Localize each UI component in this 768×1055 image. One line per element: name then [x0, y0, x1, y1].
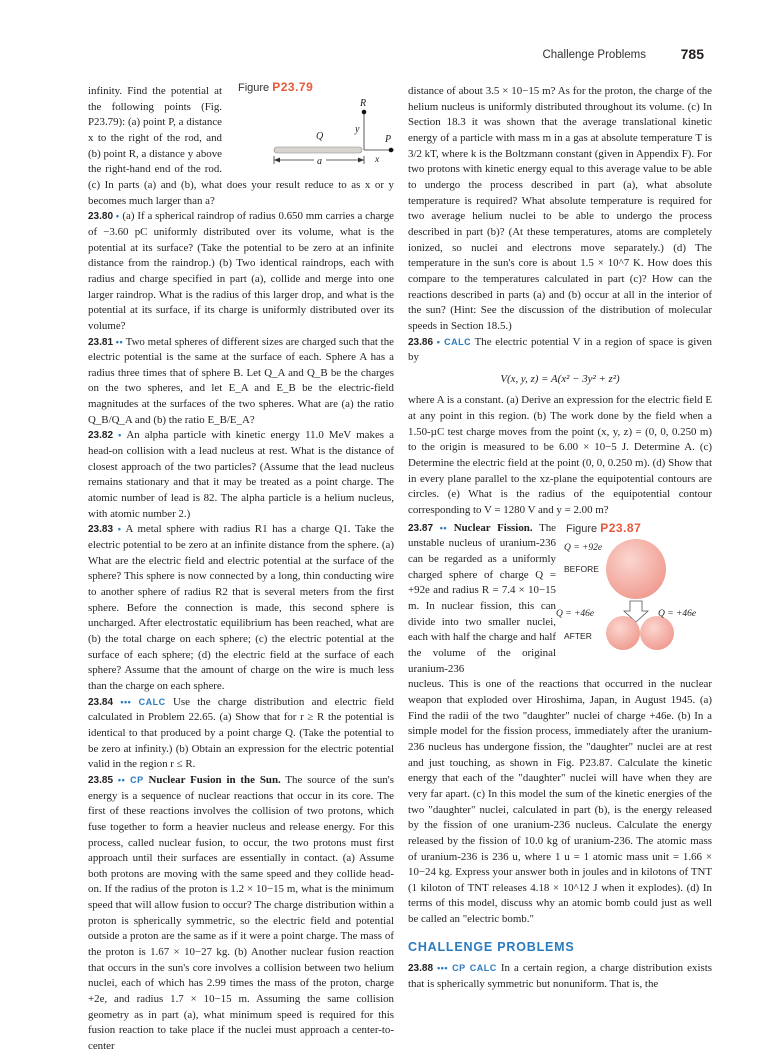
problem-23-84: 23.84 ••• CALC Use the charge distribution and electric field calculated in Problem 22.65. (a) Show that for r ≥ R the potential is identical to that produced by a point charge Q. (Take the potential to be zero at infinity.) (b) Obtain an expression for the electric potential valid in the region r ≤ R. — [88, 695, 395, 771]
figure-label: Figure — [238, 82, 270, 94]
problem-23-87-body: nucleus. This is one of the reactions that occurred in the nuclear weapon that exploded over Hiroshima, Japan, in August 1945. (a) Find the radii of the two "daughter" nuclei of charge +46e. (b) In a simple model for the fission process, immediately after the uranium-236 nucleus has undergone fission, the "daughter" nuclei are at rest and just touching, as shown in Fig. P23.87. Calculate the kinetic energy that each of the "daughter" nuclei will have when they are very far apart. (c) In this model the sum of the kinetic energies of the two "daughter" nuclei, calculated in part (b), is the energy released by the fission of one uranium-236 nucleus. Calculate the energy released by the fission of 10.0 kg of uranium-236. The atomic mass of uranium-236 is 236 u, where 1 u = 1 atomic mass unit = 1.66 × 10−24 kg. Express your answer both in joules and in kilotons of TNT (1 kiloton of TNT releases 4.18 × 10^12 J when it explodes). (d) In terms of this model, discuss why an atomic bomb could just as well be called an "electric bomb." — [408, 678, 712, 926]
point-r — [362, 110, 367, 115]
page-header — [0, 44, 704, 64]
label-q: Q — [316, 131, 324, 142]
problem-23-87: 23.87 •• Nuclear Fission. The unstable nucleus of uranium-236 can be regarded as a uniformly charged sphere of charge Q = +92e and radius R = 7.4 × 10−15 m. In nuclear fission, this can divide into two smaller nuclei, each with half the charge and half the volume of the original uranium-236 — [408, 521, 556, 675]
problem-23-85-continued: distance of about 3.5 × 10−15 m? As for the proton, the charge of the helium nucleus is uniformly distributed throughout its volume. (c) In Section 18.3 it was shown that the average translational kinetic energy of a particle with mass m in a gas at absolute temperature T is 3/2 kT, where k is the Boltzmann constant (given in Appendix F). For two protons with kinetic energy equal to this average value to be able to undergo the process described in part (a), what absolute temperature is required? What absolute temperature is required for two average helium nuclei to be able to undergo the process described in part (b)? (At these temperatures, atoms are completely ionized, so nuclei and electrons move separately.) (d) The temperature in the sun's core is about 1.5 × 10^7 K. How does this compare to the temperatures calculated in part (c)? How can the reactions described in parts (a) and (b) occur at all in the interior of the sun? (Hint: See the discussion of the distribution of molecular speeds in Section 18.5.) — [408, 85, 712, 332]
problem-23-80: 23.80 • (a) If a spherical raindrop of radius 0.650 mm carries a charge of −3.60 pC uniformly distributed over its volume, what is the potential at its surface? (Take the potential to be zero at an infinite distance from the raindrop.) (b) Two identical raindrops, each with radius and charge specified in part (a), collide and merge into one larger raindrop. What is the radius of this larger drop, and what is the potential at its surface, if its charge is uniformly distributed over its volume? — [88, 210, 394, 332]
figure-p23-79 — [228, 80, 394, 176]
problem-23-85: 23.85 •• CP Nuclear Fusion in the Sun. The source of the sun's energy is a sequence of nuclear reactions that occur in its core. The first of these reactions involves the collision of two protons, which fuse together to form a heavier nucleus and release energy. For this process, called nuclear fusion, to occur, the two protons must first approach until their surfaces are essentially in contact. (a) Assume both protons are moving with the same speed and they collide head-on. If the radius of the proton is 1.2 × 10−15 m, what is the minimum speed that will allow fusion to occur? The charge distribution within a proton is spherically symmetric, so the electric field and potential outside a proton are the same as if it were a point charge. The mass of the proton is 1.67 × 10−27 kg. (b) Another nuclear fusion reaction that occurs in the sun's core involves a collision between two helium nuclei, each of which has 2.99 times the mass of the proton, charge +2e, and radius 1.7 × 10−15 m. Assuming the same collision geometry as in part (a), what minimum speed is required for this fusion reaction to take place if the nuclei must approach a center-to-center — [88, 773, 394, 1053]
problem-23-88: 23.88 ••• CP CALC In a certain region, a charge distribution exists that is spherically symmetric but nonuniform. That is, the — [408, 962, 712, 991]
page-number: 785 — [680, 46, 704, 62]
label-after: AFTER — [564, 630, 592, 641]
right-column — [408, 84, 712, 993]
label-q-left: Q = +46e — [556, 608, 595, 619]
problem-23-81: 23.81 •• Two metal spheres of different sizes are charged such that the electric potential is the same at the surface of each. Sphere A has a radius three times that of sphere B. Let Q_A and Q_B be the charges on the two spheres, and let E_A and E_B be the electric-field magnitudes at the surfaces of the two spheres. What are (a) the ratio Q_B/Q_A and (b) the ratio E_B/E_A? — [88, 335, 394, 426]
problem-23-87-block — [408, 521, 712, 678]
label-a: a — [317, 156, 322, 167]
problem-23-82: 23.82 • An alpha particle with kinetic energy 11.0 MeV makes a head-on collision with a lead nucleus at rest. What is the distance of closest approach of the two particles? (Assume that the lead nucleus remains stationary and that it may be treated as a point charge. The atomic number of lead is 82. The alpha particle is a helium nucleus, with atomic number 2.) — [88, 429, 394, 520]
uranium-nucleus — [606, 539, 666, 599]
section-title: Challenge Problems — [542, 49, 646, 61]
figure-p23-87 — [556, 520, 712, 657]
label-q-before: Q = +92e — [564, 541, 602, 557]
daughter-nucleus-left — [606, 616, 640, 650]
point-p — [389, 148, 394, 153]
charged-rod — [274, 147, 362, 153]
potential-equation: V(x, y, z) = A(x² − 3y² + z²) — [500, 372, 620, 385]
figure-number: P23.87 — [600, 520, 642, 535]
label-p: P — [385, 134, 392, 145]
label-r: R — [360, 98, 367, 109]
label-x: x — [375, 155, 380, 165]
figure-label: Figure — [566, 522, 598, 535]
problem-23-86: 23.86 • CALC The electric potential V in a region of space is given by — [408, 335, 712, 364]
problem-23-79-continued: infinity. Find the potential at the following points (Fig. P23.79): (a) point P, a distance x to the right of the rod, and (b) point R, a distance y above the right-hand end of the rod. (c) In parts (a) and (b), what does your result reduce to as x or y becomes much larger than a? — [88, 85, 394, 207]
left-column — [88, 80, 395, 1055]
label-before: BEFORE — [564, 562, 599, 578]
rod-diagram — [228, 80, 394, 176]
problem-23-86-body: where A is a constant. (a) Derive an expression for the electric field E at any point in this region. (b) The work done by the field when a 1.50-µC test charge moves from the point (x, y, z) = (0, 0, 0.250 m) to the origin is measured to be 6.00 × 10−5 J. Determine A. (c) Determine the electric field at the point (0, 0, 0.250 m). (d) Show that in every plane parallel to the xz-plane the equipotential contours are circles. (e) What is the radius of the equipotential contour corresponding to V = 1280 V and y = 2.00 m? — [408, 394, 712, 517]
problem-23-83: 23.83 • A metal sphere with radius R1 has a charge Q1. Take the electric potential to be zero at an infinite distance from the sphere. (a) What are the electric field and electric potential at the surface of the sphere? This sphere is now connected by a long, thin conducting wire to another sphere of radius R2 that is several meters from the first sphere. Before the connection is made, this second sphere is uncharged. After electrostatic equilibrium has been reached, what are (b) the total charge on each sphere; (c) the electric potential at the surface of each sphere; (d) the electric field at the surface of each sphere? Assume that the amount of charge on the wire is much less than the charge on each sphere. — [88, 523, 394, 692]
label-q-right: Q = +46e — [658, 608, 697, 619]
challenge-problems-heading: CHALLENGE PROBLEMS — [408, 939, 575, 954]
label-y: y — [355, 124, 360, 135]
figure-number: P23.79 — [272, 80, 314, 94]
